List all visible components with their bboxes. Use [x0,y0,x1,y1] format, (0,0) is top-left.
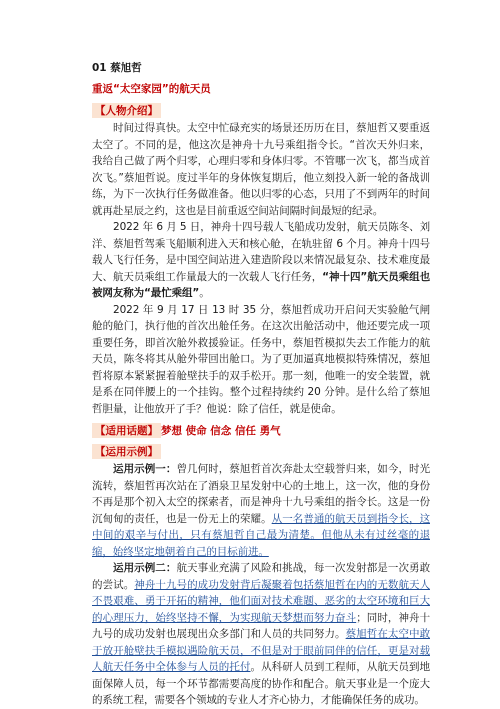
example-2-label: 运用示例二： [113,562,177,574]
example-2-text-3: 。从科研人员到工程师，从航天员到地面保障人员，每一个环节都需要高度的协作和配合。航天事业是一个庞大的系统工程，需要各个领域的专业人才齐心协力，才能确保任务的成功。 [92,661,430,706]
profile-section [92,99,430,417]
topics-keywords: 梦想 使命 信念 信任 勇气 [161,425,281,437]
profile-tag: 【人物介绍】 [92,103,161,118]
topics-tag: 【适用话题】 [92,423,161,438]
example-1-highlight[interactable]: 从一名普通的航天员到指令长，这中间的艰辛与付出，只有蔡旭哲自己最为清楚。但他从未有过丝毫的退缩，始终坚定地朝着自己的目标前进。 [92,512,430,558]
example-1-text: 曾几何时，蔡旭哲首次奔赴太空载誉归来，如今，时光流转，蔡旭哲再次站在了酒泉卫星发射中心的土地上，这一次，他的身份不再是那个初入太空的探索者，而是神舟十九号乘组的指令长。这是一份沉甸甸的责任，也是一份无上的荣耀。 [92,463,430,525]
example-2-highlight-1[interactable]: 神舟十九号的成功发射背后凝聚着包括蔡旭哲在内的无数航天人不畏艰难、勇于开拓的精神，他们面对技术难题、恶劣的太空环境和巨大的心理压力，始终坚持不懈，为实现航天梦想而努力奋斗 [92,578,430,624]
examples-tag: 【运用示例】 [92,444,161,459]
profile-paragraph-1: 时间过得真快。太空中忙碌充实的场景还历历在目，蔡旭哲又要重返太空了。不同的是，他这次是神舟十九号乘组指令长。“首次天外归来，我给自己做了两个归零，心理归零和身体归零。不管哪一次飞，都当成首次飞。”蔡旭哲说。度过半年的身体恢复期后，他立刻投入新一轮的备战训练，为下一次执行任务做准备。他以归零的心态，只用了不到两年的时间就再赴星辰之约，这也是目前重返空间站间隔时间最短的纪录。 [92,122,430,217]
section-title: 01 蔡旭哲 [92,62,142,74]
busiest-crew-quote: “神十四”航天员乘组也被网友称为“最忙乘组” [92,270,430,299]
profile-paragraph-3: 2022 年 9 月 17 日 13 时 35 分，蔡旭哲成功开启问天实验舱气闸舱的舱门，执行他的首次出舱任务。在这次出舱活动中，他还要完成一项重要任务，即首次舱外救援验证。任务中，蔡旭哲模拟失去工作能力的航天员，陈冬将其从舱外带回出舱口。为了更加逼真地模拟特殊情况，蔡旭哲将原本紧紧握着舱壁扶手的双手松开。那一刻，他唯一的安全装置，就是系在同伴腰上的一个挂钩。整个过程持续约 20 分钟。是什么给了蔡旭哲胆量，让他放开了手？他说：除了信任，就是使命。 [92,303,430,415]
profile-paragraph-2 [92,219,430,302]
example-2-highlight-2[interactable]: 蔡旭哲在太空中敢于放开舱壁扶手模拟遇险航天员，不但是对于眼前同伴的信任，更是对载人航天任务中全体参与人员的托付 [92,628,430,673]
topics-row [92,419,430,438]
article-subtitle: 重返“太空家园”的航天员 [92,83,211,95]
example-1-label: 运用示例一： [113,463,177,475]
example-2-text-1: 航天事业充满了风险和挑战，每一次发射都是一次勇敢的尝试。 [92,562,430,591]
profile-paragraph-2-end: 。 [199,287,210,299]
profile-paragraph-2-text: 2022 年 6 月 5 日，神舟十四号载人飞船成功发射，航天员陈冬、刘洋、蔡旭哲驾乘飞船顺利进入天和核心舱，在轨驻留 6 个月。神舟十四号载人飞行任务，是中国空间站进入建造阶段以来情况最复杂、技术难度最大、航天员乘组工作量最大的一次载人飞行任务， [92,221,430,283]
example-1 [92,461,430,560]
example-2 [92,560,430,709]
example-2-text-2: ；同时，神舟十九号的成功发射也展现出众多部门和人员的共同努力。 [92,611,430,640]
examples-section [92,440,430,709]
